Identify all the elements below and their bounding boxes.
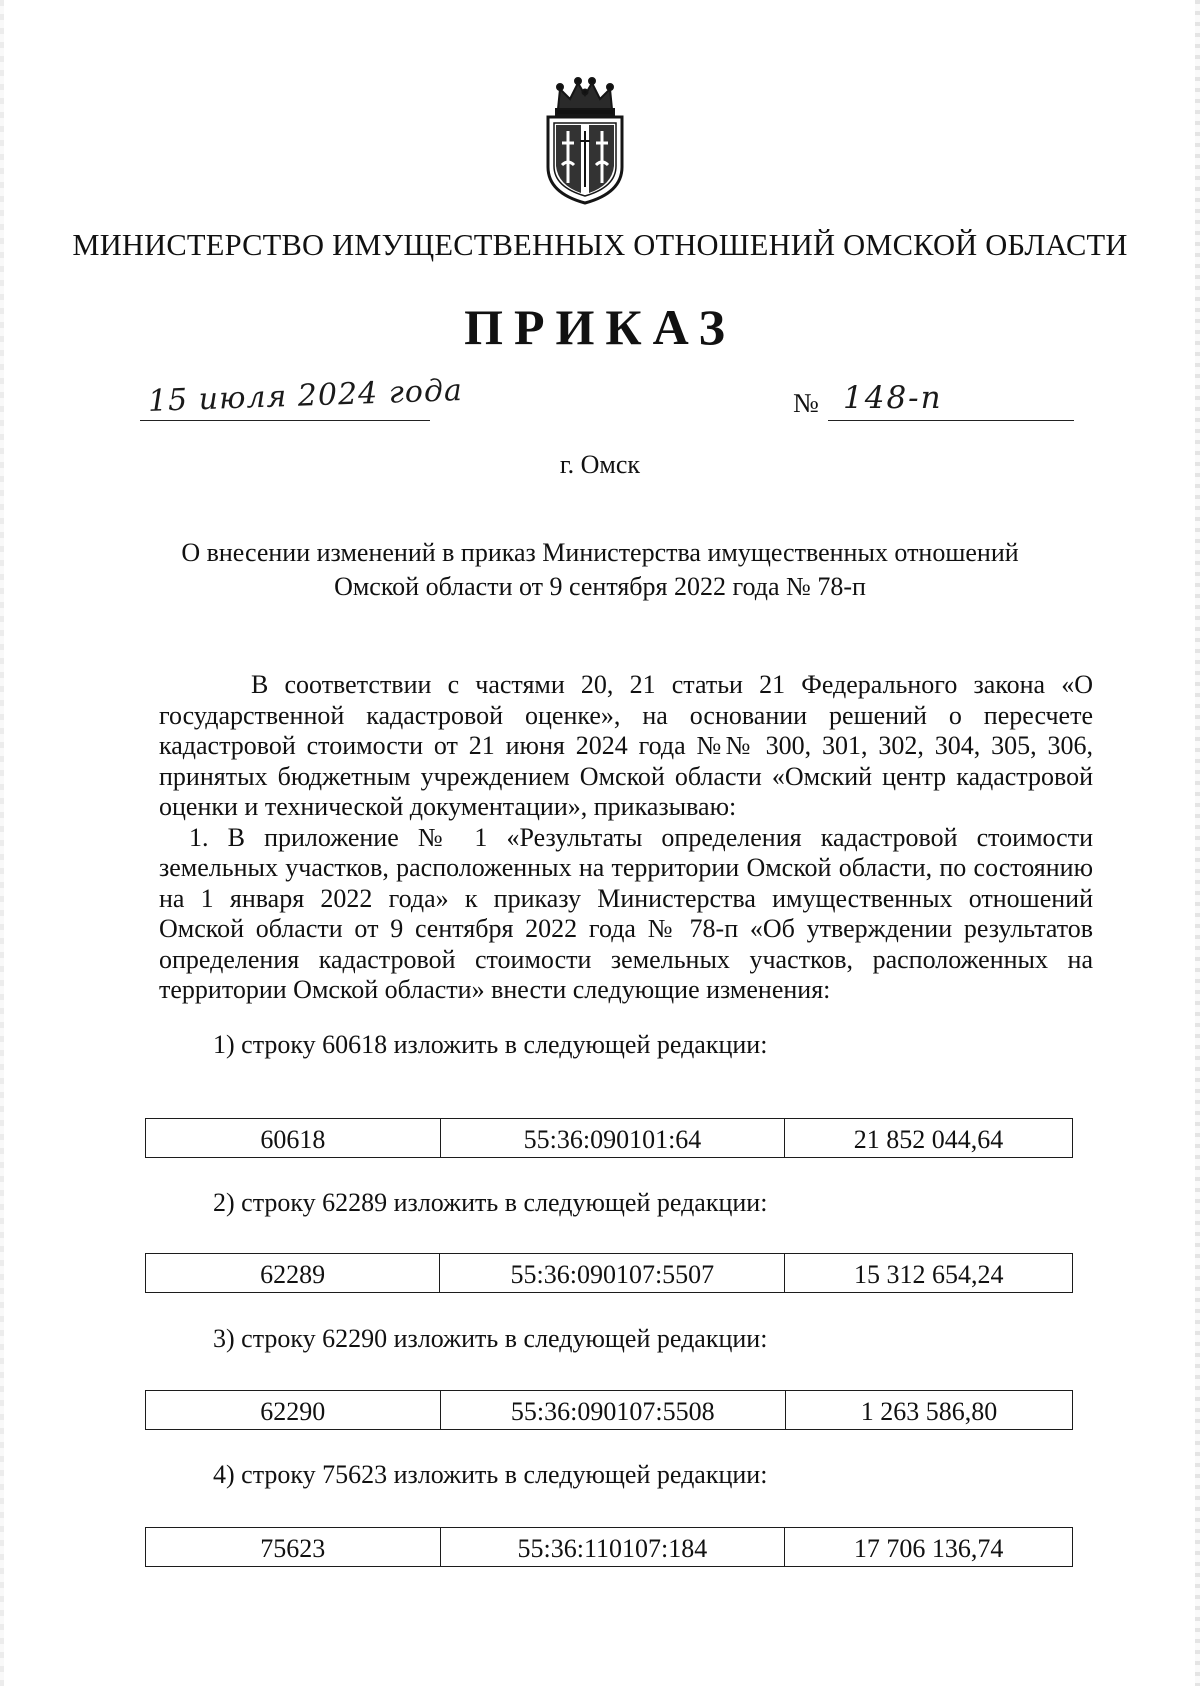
cadastral-number-cell: 55:36:090107:5507 (440, 1254, 785, 1293)
table-row (146, 1254, 1073, 1293)
subject-line-1: О внесении изменений в приказ Министерства имущественных отношений (181, 538, 1019, 567)
table-row (146, 1119, 1073, 1158)
cadastral-number-cell: 55:36:090101:64 (440, 1119, 784, 1158)
cadastral-number-cell: 55:36:110107:184 (440, 1528, 785, 1567)
date-underline (140, 420, 430, 421)
cadastral-value-cell: 15 312 654,24 (785, 1254, 1073, 1293)
document-body (159, 670, 1093, 1006)
number-underline (828, 420, 1074, 421)
subject-line-2: Омской области от 9 сентября 2022 года № 78-п (334, 572, 866, 601)
cadastral-value-cell: 17 706 136,74 (785, 1528, 1073, 1567)
scan-edge-right (1195, 0, 1200, 1686)
edit-table-2 (145, 1253, 1073, 1293)
cadastral-value-cell: 21 852 044,64 (785, 1119, 1073, 1158)
cadastral-number-cell: 55:36:090107:5508 (440, 1391, 785, 1430)
ministry-name: МИНИСТЕРСТВО ИМУЩЕСТВЕННЫХ ОТНОШЕНИЙ ОМСКОЙ ОБЛАСТИ (72, 228, 1128, 262)
edit-label-3: 3) строку 62290 изложить в следующей редакции: (213, 1324, 768, 1353)
edit-label-4: 4) строку 75623 изложить в следующей редакции: (213, 1460, 768, 1489)
table-row (146, 1391, 1073, 1430)
row-number-cell: 60618 (146, 1119, 441, 1158)
number-sign: № (793, 388, 819, 418)
edit-table-3 (145, 1390, 1073, 1430)
edit-table-4 (145, 1527, 1073, 1567)
cadastral-value-cell: 1 263 586,80 (786, 1391, 1073, 1430)
clause-1-paragraph: 1. В приложение № 1 «Результаты определения кадастровой стоимости земельных участков, расположенных на территории Омской области, по состоянию на 1 января 2022 года» к приказу Министерства имущественных отношений Омской области от 9 сентября 2022 года № 78-п «Об утверждении результатов определения кадастровой стоимости земельных участков, расположенных на территории Омской области» внести следующие изменения: (159, 822, 1093, 1004)
preamble-paragraph: В соответствии с частями 20, 21 статьи 21 Федерального закона «О государственной кадастровой оценке», на основании решений о пересчете кадастровой стоимости от 21 июня 2024 года №№ 300, 301, 302, 304, 305, 306, принятых бюджетным учреждением Омской области «Омский центр кадастровой оценки и технической документации», приказываю: (159, 670, 1093, 821)
edit-label-1: 1) строку 60618 изложить в следующей редакции: (213, 1030, 768, 1059)
city-name: г. Омск (559, 450, 641, 479)
coat-of-arms-icon (536, 75, 634, 205)
row-number-cell: 62289 (146, 1254, 440, 1293)
document-subject (110, 536, 1090, 604)
handwritten-order-number: 148-п (843, 380, 943, 416)
document-title: ПРИКАЗ (464, 299, 736, 355)
table-row (146, 1528, 1073, 1567)
scan-edge-left (0, 0, 4, 1686)
row-number-cell: 75623 (146, 1528, 441, 1567)
row-number-cell: 62290 (146, 1391, 441, 1430)
edit-table-1 (145, 1118, 1073, 1158)
edit-label-2: 2) строку 62289 изложить в следующей редакции: (213, 1188, 768, 1217)
handwritten-date: 15 июля 2024 года (147, 373, 464, 419)
